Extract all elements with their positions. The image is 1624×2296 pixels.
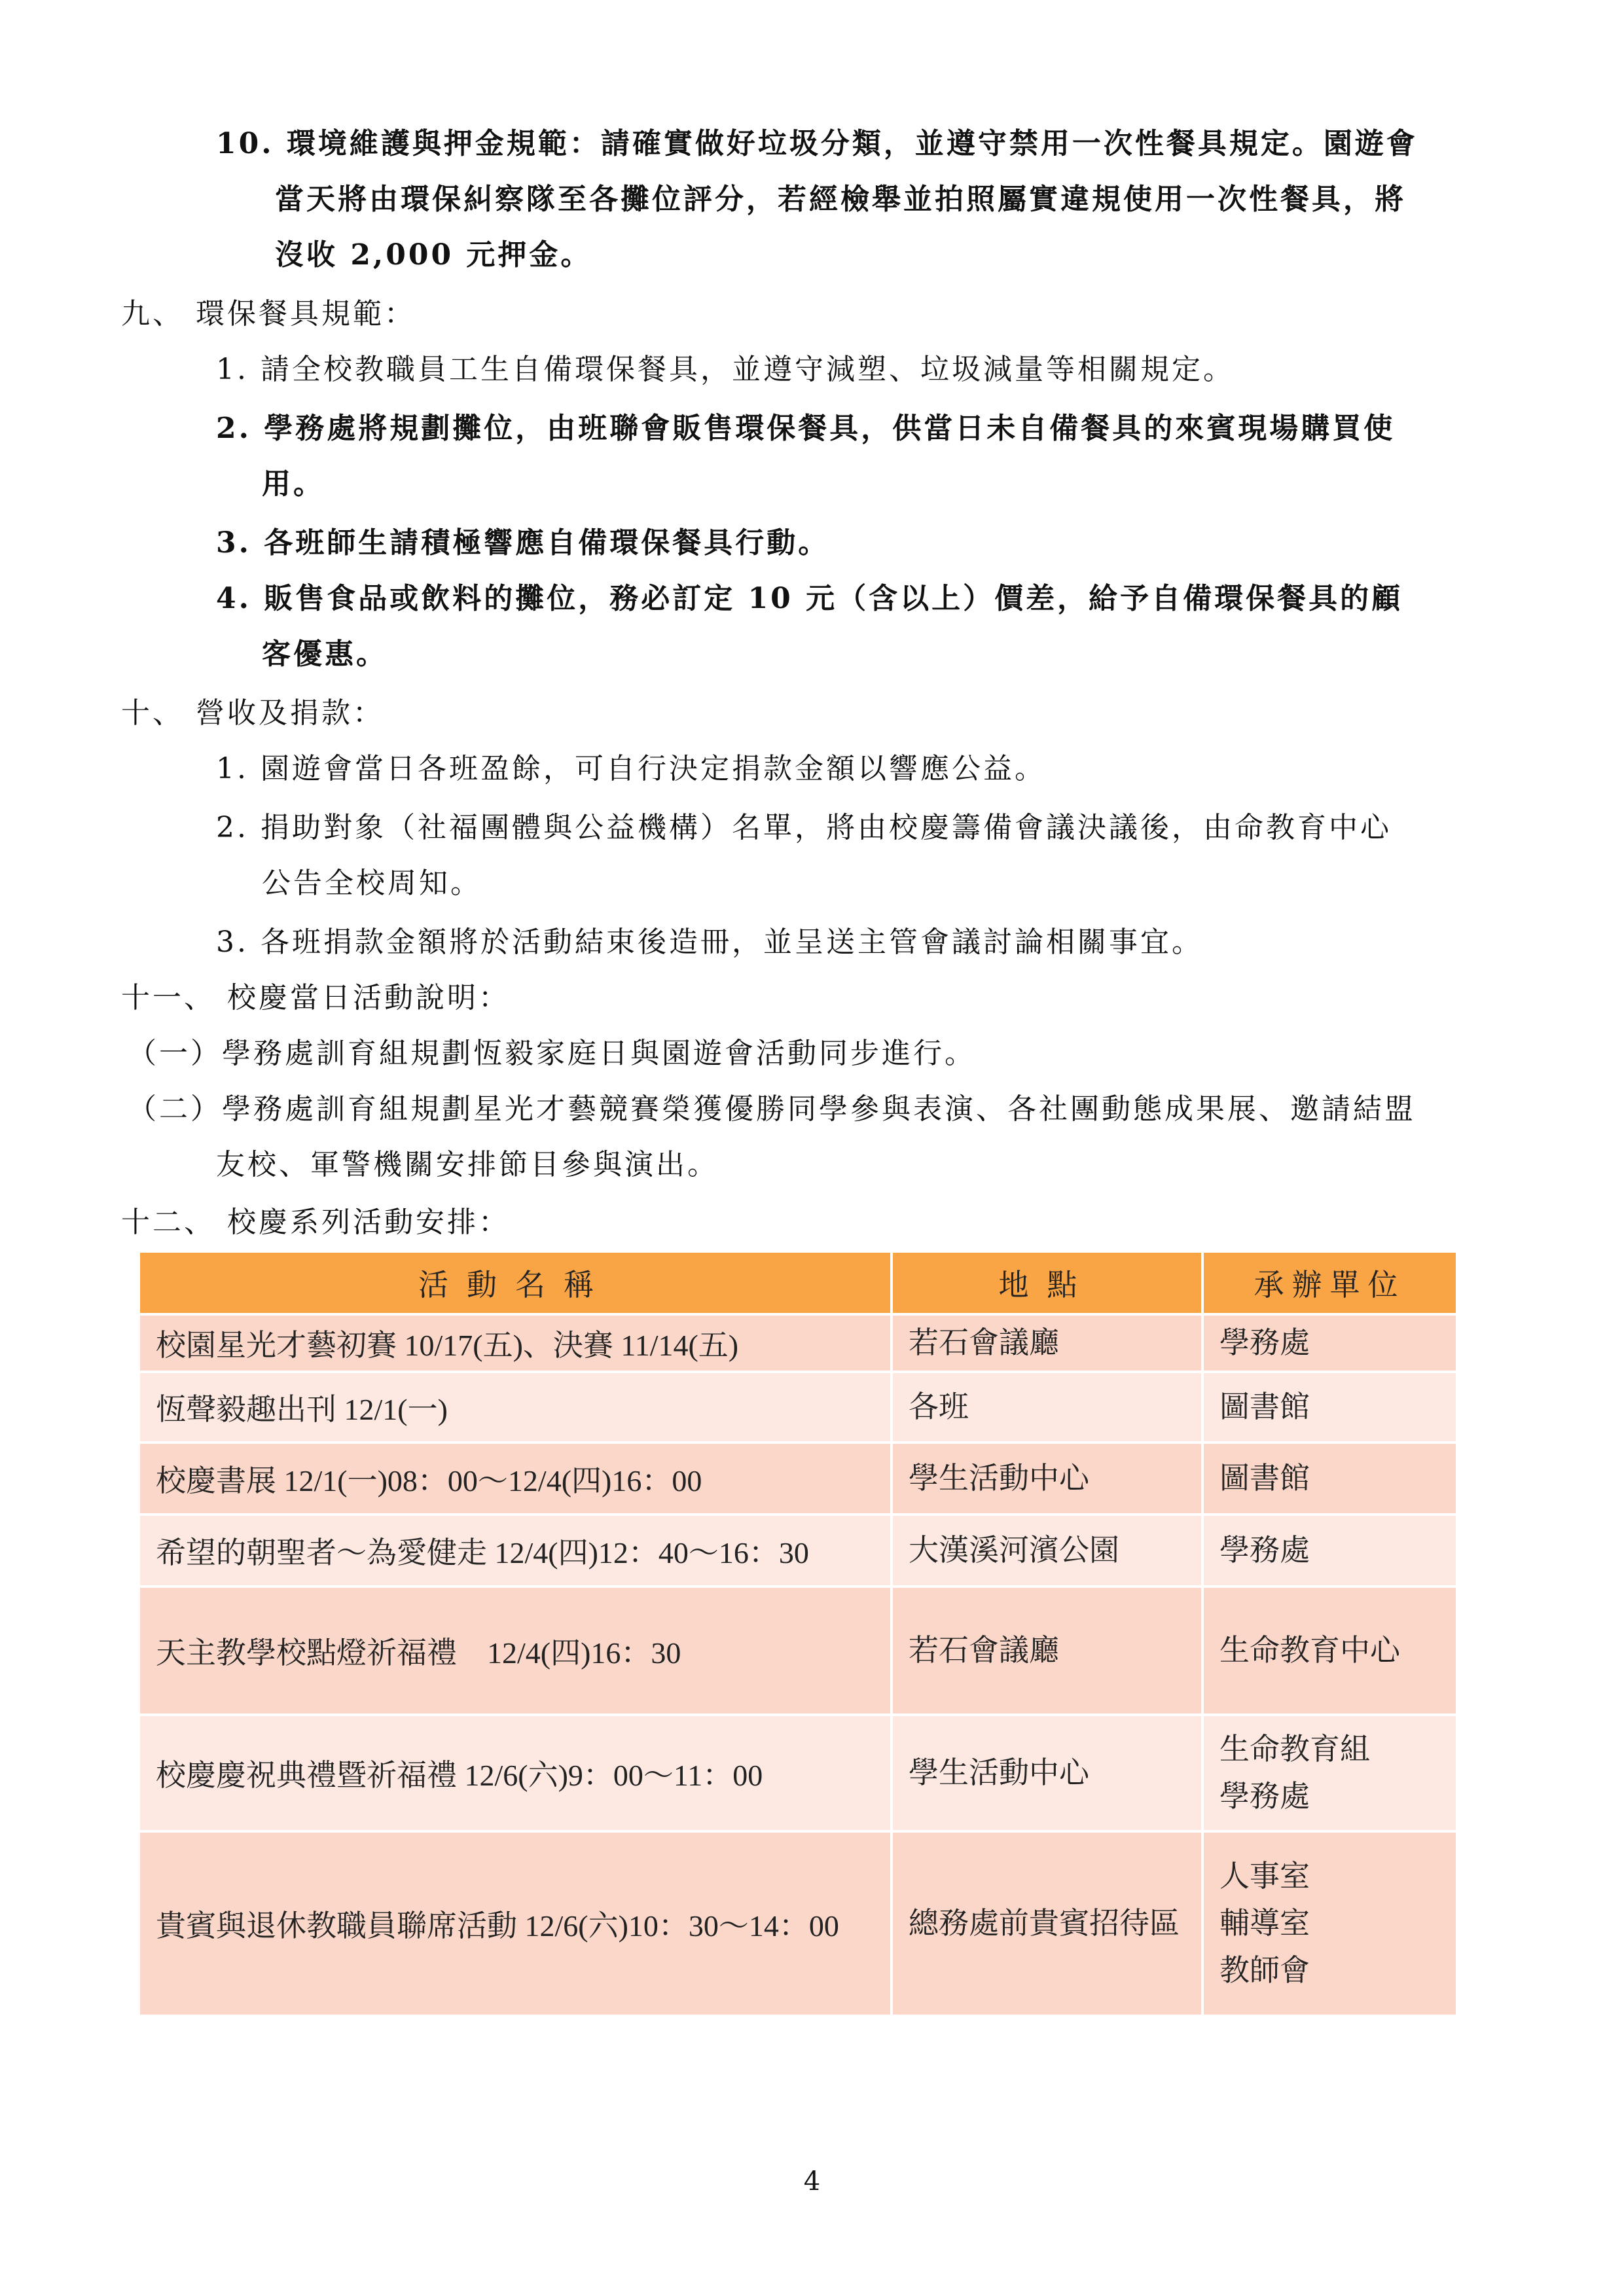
section9-heading: 九、 環保餐具規範：	[121, 297, 416, 331]
section9-item3: 3. 各班師生請積極響應自備環保餐具行動。	[216, 526, 830, 560]
unit-cell	[1202, 1314, 1457, 1372]
table-row	[139, 1372, 1457, 1443]
section9-item4-line1: 4. 販售食品或飲料的攤位，務必訂定 10 元（含以上）價差，給予自備環保餐具的顧	[216, 582, 1403, 615]
unit-line: 生命教育中心	[1219, 1634, 1400, 1667]
location-cell: 若石會議廳	[892, 1587, 1202, 1715]
unit-cell	[1202, 1372, 1457, 1443]
location-cell: 各班	[892, 1372, 1202, 1443]
unit-cell	[1202, 1587, 1457, 1715]
header-activity-name: 活動名稱	[139, 1251, 892, 1314]
section10-item2-line2: 公告全校周知。	[262, 867, 482, 900]
page-number: 4	[803, 2166, 821, 2197]
table-row	[139, 1831, 1457, 2016]
activity-name-cell: 希望的朝聖者～為愛健走 12/4(四)12：40～16：30	[139, 1515, 892, 1587]
section11-item1: （一）學務處訓育組規劃恆毅家庭日與園遊會活動同步進行。	[128, 1037, 976, 1070]
unit-line: 教師會	[1219, 1954, 1310, 1987]
section9-item4-line2: 客優惠。	[262, 637, 388, 671]
unit-line: 學務處	[1219, 1534, 1310, 1567]
unit-line: 圖書館	[1219, 1390, 1310, 1424]
unit-line: 人事室	[1219, 1859, 1310, 1893]
unit-cell	[1202, 1515, 1457, 1587]
activity-name-cell: 校園星光才藝初賽 10/17(五)、決賽 11/14(五)	[139, 1314, 892, 1372]
table-row	[139, 1515, 1457, 1587]
activity-name-cell: 校慶書展 12/1(一)08：00～12/4(四)16：00	[139, 1443, 892, 1515]
section12-heading: 十二、 校慶系列活動安排：	[121, 1206, 510, 1239]
table-row	[139, 1587, 1457, 1715]
location-cell: 學生活動中心	[892, 1443, 1202, 1515]
unit-cell	[1202, 1831, 1457, 2016]
header-unit: 承辦單位	[1202, 1251, 1457, 1314]
activity-name-cell: 恆聲毅趣出刊 12/1(一)	[139, 1372, 892, 1443]
unit-line: 生命教育組	[1219, 1732, 1370, 1766]
activity-name-cell: 貴賓與退休教職員聯席活動 12/6(六)10：30～14：00	[139, 1831, 892, 2016]
unit-line: 學務處	[1219, 1326, 1310, 1359]
section11-heading: 十一、 校慶當日活動說明：	[121, 981, 510, 1014]
location-cell: 學生活動中心	[892, 1715, 1202, 1831]
section9-item2-line2: 用。	[262, 467, 325, 501]
section9-item2-line1: 2. 學務處將規劃攤位，由班聯會販售環保餐具，供當日未自備餐具的來賓現場購買使	[216, 412, 1396, 445]
table-row	[139, 1314, 1457, 1372]
section9-item1: 1. 請全校教職員工生自備環保餐具，並遵守減塑、垃圾減量等相關規定。	[216, 353, 1235, 386]
section10-item2-line1: 2. 捐助對象（社福團體與公益機構）名單，將由校慶籌備會議決議後，由命教育中心	[216, 811, 1392, 844]
item10-line3: 沒收 2,000 元押金。	[275, 238, 592, 272]
section10-item3: 3. 各班捐款金額將於活動結束後造冊，並呈送主管會議討論相關事宜。	[216, 925, 1203, 959]
unit-line: 輔導室	[1219, 1907, 1310, 1940]
table-row	[139, 1443, 1457, 1515]
location-cell: 若石會議廳	[892, 1314, 1202, 1372]
unit-line: 圖書館	[1219, 1462, 1310, 1495]
header-location: 地點	[892, 1251, 1202, 1314]
location-cell: 大漢溪河濱公園	[892, 1515, 1202, 1587]
activity-name-cell: 校慶慶祝典禮暨祈福禮 12/6(六)9：00～11：00	[139, 1715, 892, 1831]
unit-cell	[1202, 1443, 1457, 1515]
item10-line2: 當天將由環保糾察隊至各攤位評分，若經檢舉並拍照屬實違規使用一次性餐具，將	[275, 183, 1406, 216]
section11-item2-line1: （二）學務處訓育組規劃星光才藝競賽榮獲優勝同學參與表演、各社團動態成果展、邀請結盟	[128, 1092, 1416, 1126]
schedule-table	[137, 1250, 1458, 2017]
unit-line: 學務處	[1219, 1780, 1310, 1813]
location-cell: 總務處前貴賓招待區	[892, 1831, 1202, 2016]
activity-name-cell: 天主教學校點燈祈福禮 12/4(四)16：30	[139, 1587, 892, 1715]
unit-cell	[1202, 1715, 1457, 1831]
section11-item2-line2: 友校、軍警機關安排節目參與演出。	[216, 1148, 719, 1181]
section10-heading: 十、 營收及捐款：	[121, 696, 384, 730]
table-header-row	[139, 1251, 1457, 1314]
item10-line1: 10. 環境維護與押金規範：請確實做好垃圾分類，並遵守禁用一次性餐具規定。園遊會	[216, 127, 1418, 160]
table-row	[139, 1715, 1457, 1831]
section10-item1: 1. 園遊會當日各班盈餘，可自行決定捐款金額以響應公益。	[216, 752, 1046, 785]
